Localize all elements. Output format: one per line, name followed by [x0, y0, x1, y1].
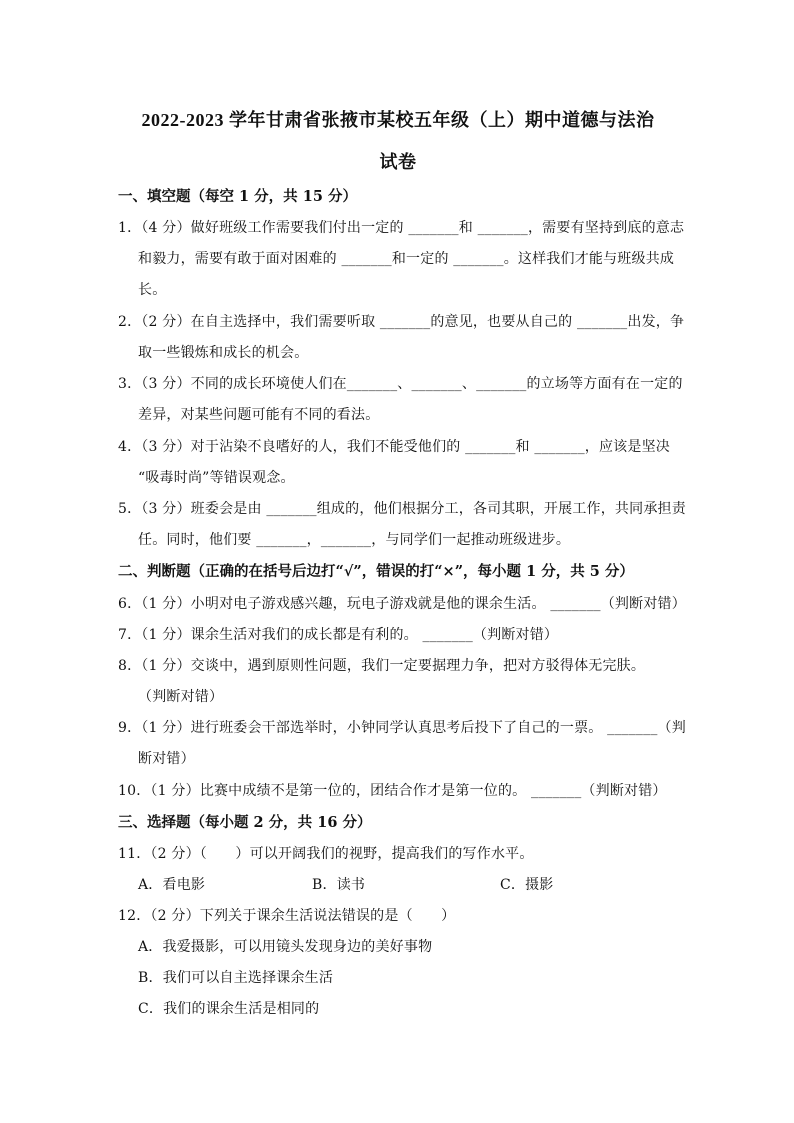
question-9-line1: 9．（1 分）进行班委会干部选举时，小钟同学认真思考后投下了自己的一票。 _______（判 [118, 720, 686, 736]
question-1-line1: 1．（4 分）做好班级工作需要我们付出一定的 _______和 _______，需要有坚持到底的意志 [118, 220, 685, 236]
question-12-option-a: A．我爱摄影，可以用镜头发现身边的美好事物 [138, 939, 433, 955]
question-2-line1: 2．（2 分）在自主选择中，我们需要听取 _______的意见，也要从自己的 _______出发，争 [118, 314, 685, 330]
exam-title-line1: 2022-2023 学年甘肃省张掖市某校五年级（上）期中道德与法治 [141, 110, 655, 130]
question-9-line2: 断对错） [138, 751, 195, 767]
question-10-line1: 10．（1 分）比赛中成绩不是第一位的，团结合作才是第一位的。 _______（判断对错） [118, 783, 667, 799]
question-2-line2: 取一些锻炼和成长的机会。 [138, 345, 309, 361]
question-8-line2: （判断对错） [138, 689, 224, 705]
question-12-option-b: B．我们可以自主选择课余生活 [138, 970, 334, 986]
question-11-option-a: A．看电影 [138, 877, 206, 893]
question-1-line3: 长。 [138, 282, 167, 298]
question-12-option-c: C．我们的课余生活是相同的 [138, 1001, 320, 1017]
section-multiple-choice-heading: 三、选择题（每小题 2 分，共 16 分） [118, 814, 372, 831]
question-3-line2: 差异，对某些问题可能有不同的看法。 [138, 407, 380, 423]
question-7-line1: 7．（1 分）课余生活对我们的成长都是有利的。 _______（判断对错） [118, 627, 559, 643]
question-12-stem: 12．（2 分）下列关于课余生活说法错误的是（ ） [118, 908, 456, 924]
question-11-stem: 11．（2 分）（ ）可以开阔我们的视野，提高我们的写作水平。 [118, 846, 534, 862]
question-1-line2: 和毅力，需要有敢于面对困难的 _______和一定的 _______。这样我们才能与班级共成 [138, 251, 675, 267]
question-11-option-c: C．摄影 [500, 877, 554, 893]
question-6-line1: 6．（1 分）小明对电子游戏感兴趣，玩电子游戏就是他的课余生活。 _______（判断对错） [118, 596, 686, 612]
question-3-line1: 3．（3 分）不同的成长环境使人们在_______、_______、_______的立场等方面有在一定的 [118, 376, 683, 392]
question-8-line1: 8．（1 分）交谈中，遇到原则性问题，我们一定要据理力争，把对方驳得体无完肤。 [118, 658, 646, 674]
exam-title-line2: 试卷 [379, 152, 417, 172]
question-5-line1: 5．（3 分）班委会是由 _______组成的，他们根据分工，各司其职，开展工作，共同承担责 [118, 501, 686, 517]
question-4-line1: 4．（3 分）对于沾染不良嗜好的人，我们不能受他们的 _______和 _______，应该是坚决 [118, 439, 670, 455]
section-fill-blank-heading: 一、填空题（每空 1 分，共 15 分） [118, 188, 357, 205]
question-5-line2: 任。同时，他们要 _______，_______，与同学们一起推动班级进步。 [138, 532, 571, 548]
section-true-false-heading: 二、判断题（正确的在括号后边打“√”，错误的打“×”，每小题 1 分，共 5 分） [118, 563, 634, 580]
question-11-option-b: B．读书 [312, 877, 366, 893]
question-4-line2: “吸毒时尚”等错误观念。 [138, 470, 295, 486]
